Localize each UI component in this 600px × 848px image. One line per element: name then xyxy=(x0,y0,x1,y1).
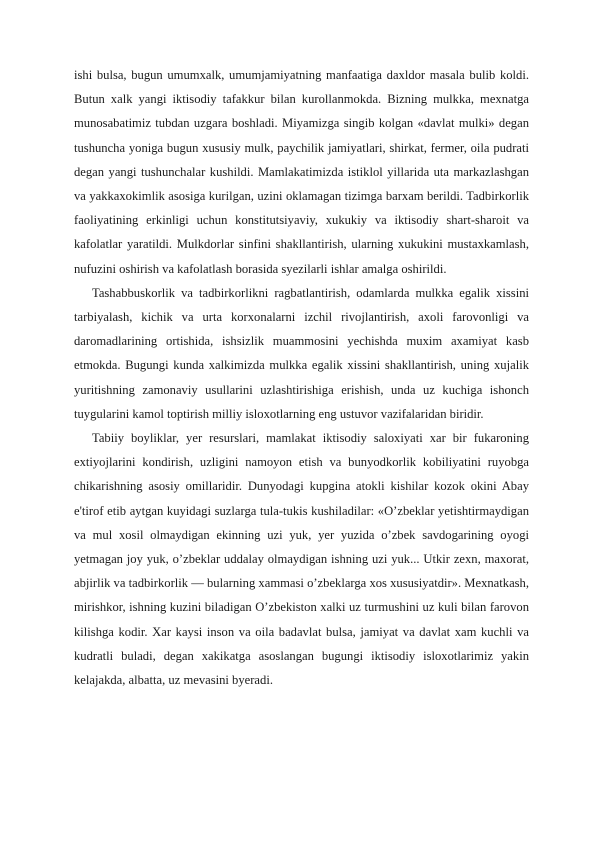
document-page xyxy=(74,63,529,692)
paragraph: Tashabbuskorlik va tadbirkorlikni ragbatlantirish, odamlarda mulkka egalik xissini tarbiyalash, kichik va urta korxonalarni izchil rivojlantirish, axoli farovonligi va daromadlarining ortishida, ishsizlik muammosini yechishda muxim axamiyat kasb etmokda. Bugungi kunda xalkimizda mulkka egalik xissini shakllantirish, uning xujalik yuritishning zamonaviy usullarini uzlashtirishiga erishish, unda uz kuchiga ishonch tuygularini kamol toptirish milliy isloxotlarning eng ustuvor vazifalaridan biridir. xyxy=(74,285,529,421)
paragraph: ishi bulsa, bugun umumxalk, umumjamiyatning manfaatiga daxldor masala bulib koldi. Butun xalk yangi iktisodiy tafakkur bilan kurollanmokda. Bizning mulkka, mexnatga munosabatimiz tubdan uzgara boshladi. Miyamizga singib kolgan «davlat mulki» degan tushuncha yoniga bugun xususiy mulk, paychilik jamiyatlari, shirkat, fermer, oila pudrati degan yangi tushunchalar kushildi. Mamlakatimizda istiklol yillarida uta markazlashgan va yakkaxokimlik asosiga kurilgan, uzini oklamagan tizimga barxam berildi. Tadbirkorlik faoliyatining erkinligi uchun konstitutsiyaviy, xukukiy va iktisodiy shart-sharoit va kafolatlar yaratildi. Mulkdorlar sinfini shakllantirish, ularning xukukini mustaxkamlash, nufuzini oshirish va kafolatlash borasida syezilarli ishlar amalga oshirildi. xyxy=(74,68,529,276)
paragraph: Tabiiy boyliklar, yer resurslari, mamlakat iktisodiy saloxiyati xar bir fukaroning extiyojlarini kondirish, uzligini namoyon etish va bunyodkorlik kobiliyatini ruyobga chikarishning asosiy omillaridir. Dunyodagi kupgina atokli kishilar kozok okini Abay e'tirof etib aytgan kuyidagi suzlarga tula-tukis kushiladilar: «O’zbeklar yetishtirmaydigan va mul xosil olmaydigan ekinning uzi yuk, yer yuzida o’zbek savdogarining oyogi yetmagan joy yuk, o’zbeklar uddalay olmaydigan ishning uzi yuk... Utkir zexn, maxorat, abjirlik va tadbirkorlik — bularning xammasi o’zbeklarga xos xususiyatdir». Mexnatkash, mirishkor, ishning kuzini biladigan O’zbekiston xalki uz turmushini uz kuli bilan farovon kilishga kodir. Xar kaysi inson va oila badavlat bulsa, jamiyat va davlat xam kuchli va kudratli buladi, degan xakikatga asoslangan bugungi iktisodiy isloxotlarimiz yakin kelajakda, albatta, uz mevasini byeradi. xyxy=(74,431,529,688)
